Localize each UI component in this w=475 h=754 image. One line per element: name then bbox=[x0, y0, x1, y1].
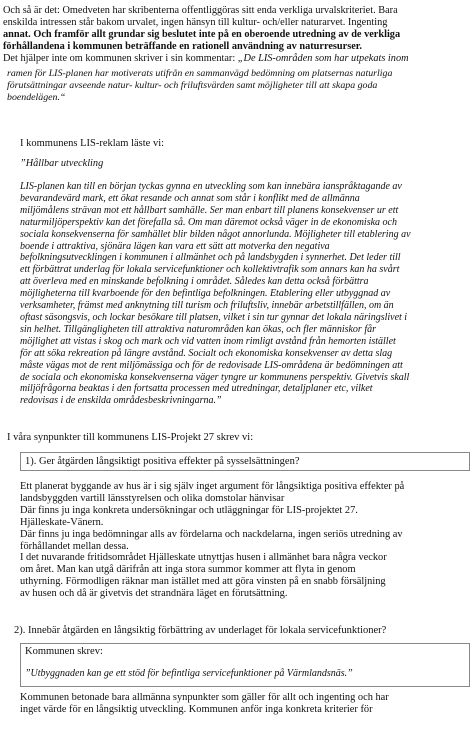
answer-line: Kommunen betonade bara allmänna synpunkter som gäller för allt och ingenting och har bbox=[20, 692, 389, 703]
intro-line-bold bbox=[0, 41, 475, 53]
intro-line-bold bbox=[0, 29, 475, 41]
quote-line: LIS-planen kan till en början tyckas gynna en utveckling som kan innebära ianspråktagande av bbox=[20, 181, 402, 192]
quote-title: ”Hållbar utveckling bbox=[20, 158, 104, 169]
quote-line: ett förbättrat underlag för lokala servicefunktioner och kollektivtrafik som annars kan ha svårt bbox=[20, 264, 400, 276]
answer-line: inget värde för en långsiktig utveckling. Kommunen anför inga konkreta kriterier för bbox=[20, 703, 373, 715]
quote-line: måste vägas mot de rent miljömässiga och för de redovisade LIS-områdena är bedömningen att bbox=[20, 359, 403, 371]
intro-line bbox=[0, 53, 475, 65]
answer-line: förhållandet mellan dessa. bbox=[20, 540, 129, 552]
quote-line: befolkningsutvecklingen i kommunen i allmänhet och på landsbygden i synnerhet. Det leder till bbox=[20, 252, 401, 264]
lis-reklam-heading: I kommunens LIS-reklam läste vi: bbox=[20, 138, 165, 149]
quote-line: förutsättningar avseende natur- kultur- och friluftsvärden samt möjligheter till att skapa goda bbox=[7, 79, 378, 91]
quote-line: att överleva med en minskande befolkning i området. Således kan detta också förbättra bbox=[20, 276, 369, 288]
quote-line: verksamheter, främst med anknytning till turism och friluftsliv, innebär arbetstillfällen, om än bbox=[20, 300, 394, 312]
question-1-text: 1). Ger åtgärden långsiktigt positiva effekter på sysselsättningen? bbox=[25, 456, 300, 467]
answer-line: om året. Man kan utgå därifrån att inga stora summor kommer att flyta in genom bbox=[20, 564, 356, 576]
kommunen-skrev-label: Kommunen skrev: bbox=[25, 646, 103, 657]
quote-line: bevarandevärd mark, ett ökat resande och annat som står i konflikt med de allmänna bbox=[20, 192, 360, 204]
quote-line: möjligheterna till kvarboende för den befintliga befolkningen. Etablering eller utbyggnad av bbox=[20, 288, 391, 300]
quote-line: miljöfrågorna beaktas i den fortsatta processen med utredningar, detaljplaner etc, vilket bbox=[20, 383, 373, 395]
kommunen-quote: ”Utbyggnaden kan ge ett stöd för befintliga servicefunktioner på Värmlandsnäs.” bbox=[25, 668, 353, 679]
kommunen-skrev-box bbox=[20, 643, 470, 687]
quote-line: oftast säsongsvis, och lockar besökare till platsen, vilket i sin tur gynnar det lokala näringslivet i bbox=[20, 311, 408, 323]
quote-line: sociala konsekvenserna för samhället blir bilden något annorlunda. Möjligheter till etablering av bbox=[20, 228, 411, 240]
answer-line: landsbyggden vartill länsstyrelsen och olika domstolar hänvisar bbox=[20, 492, 285, 504]
quote-line: sin helhet. Tillgängligheten till attraktiva naturområden kan ökas, och fler människor får bbox=[20, 323, 376, 335]
answer-line: Hjälleskate-Vänern. bbox=[20, 516, 104, 528]
intro-text: Och så är det: Omedveten har skribenterna offentliggöras sitt enda verkliga urvalskriteriet. Bara bbox=[3, 5, 398, 16]
answer-line: Där finns ju inga konkreta undersökningar och utläggningar för LIS-projektet 27. bbox=[20, 504, 358, 516]
intro-text: förhållandena i kommunen beträffande en rationell användning av naturresurser. bbox=[3, 40, 362, 52]
question-2: 2). Innebär åtgärden en långsiktig förbättring av underlaget för lokala servicefunktioner? bbox=[14, 625, 387, 636]
answer-line: uthyrning. Förmodligen räknar man istället med att göra vinsten på en snabb försäljning bbox=[20, 576, 386, 588]
quote-line: naturmiljöperspektiv kan det förefalla så. Om man däremot också väger in de ekonomiska och bbox=[20, 216, 397, 228]
intro-line bbox=[0, 5, 475, 17]
intro-text: annat. Och framför allt grundar sig beslutet inte på en oberoende utredning av de verkliga bbox=[3, 28, 401, 40]
quote-line: miljömålens strävan mot ett hållbart samhälle. Ser man enbart till planens konsekvenser ur ett bbox=[20, 204, 399, 216]
intro-text-quote-start: „De LIS-områden som har utpekats inom bbox=[237, 52, 409, 64]
quote-line: boende i attraktiva, sjönära lägen kan vara ett sätt att motverka den negativa bbox=[20, 240, 330, 252]
intro-quote bbox=[0, 68, 475, 104]
quote-line: ramen för LIS-planen har motiverats utifrån en sammanvägd bedömning om platsernas naturliga bbox=[7, 68, 393, 79]
intro-paragraph bbox=[0, 5, 475, 65]
answer-line: Där finns ju inga bedömningar alls av fördelarna och nackdelarna, ingen seriös utredning av bbox=[20, 528, 403, 540]
quote-line: de sociala och ekonomiska konsekvenserna väger tyngre ur kommunens perspektiv. Givetvis skall bbox=[20, 371, 410, 383]
answer-line: av husen och då är givetvis det strandnära läget en förutsättning. bbox=[20, 588, 288, 600]
answer-line: Ett planerat byggande av hus är i sig själv inget argument för långsiktiga positiva effekter på bbox=[20, 481, 405, 492]
intro-line bbox=[0, 17, 475, 29]
synpunkter-heading: I våra synpunkter till kommunens LIS-Projekt 27 skrev vi: bbox=[7, 432, 254, 443]
lis-quote bbox=[0, 181, 475, 407]
quote-line: redovisas i de enskilda områdesbeskrivningarna.” bbox=[20, 395, 222, 407]
intro-text: Det hjälper inte om kommunen skriver i sin kommentar: bbox=[3, 52, 238, 64]
quote-line: för att söka rekreation på längre avstånd. Socialt och ekonomiska konsekvenser av detta slag bbox=[20, 347, 393, 359]
answer-1 bbox=[0, 481, 475, 600]
question-1-box bbox=[20, 452, 470, 471]
quote-line: möjlighet att vistas i skog och mark och vid vatten inom rimligt avstånd från hemorten istället bbox=[20, 335, 396, 347]
answer-2 bbox=[0, 692, 475, 716]
answer-line: I det nuvarande fritidsområdet Hjälleskate utnyttjas husen i allmänhet bara några veckor bbox=[20, 552, 387, 564]
intro-text: enskilda intressen står bakom urvalet, ingen hänsyn till kultur- och/eller naturarvet. Ingenting bbox=[3, 16, 388, 28]
quote-line: boendelägen.“ bbox=[7, 91, 66, 103]
